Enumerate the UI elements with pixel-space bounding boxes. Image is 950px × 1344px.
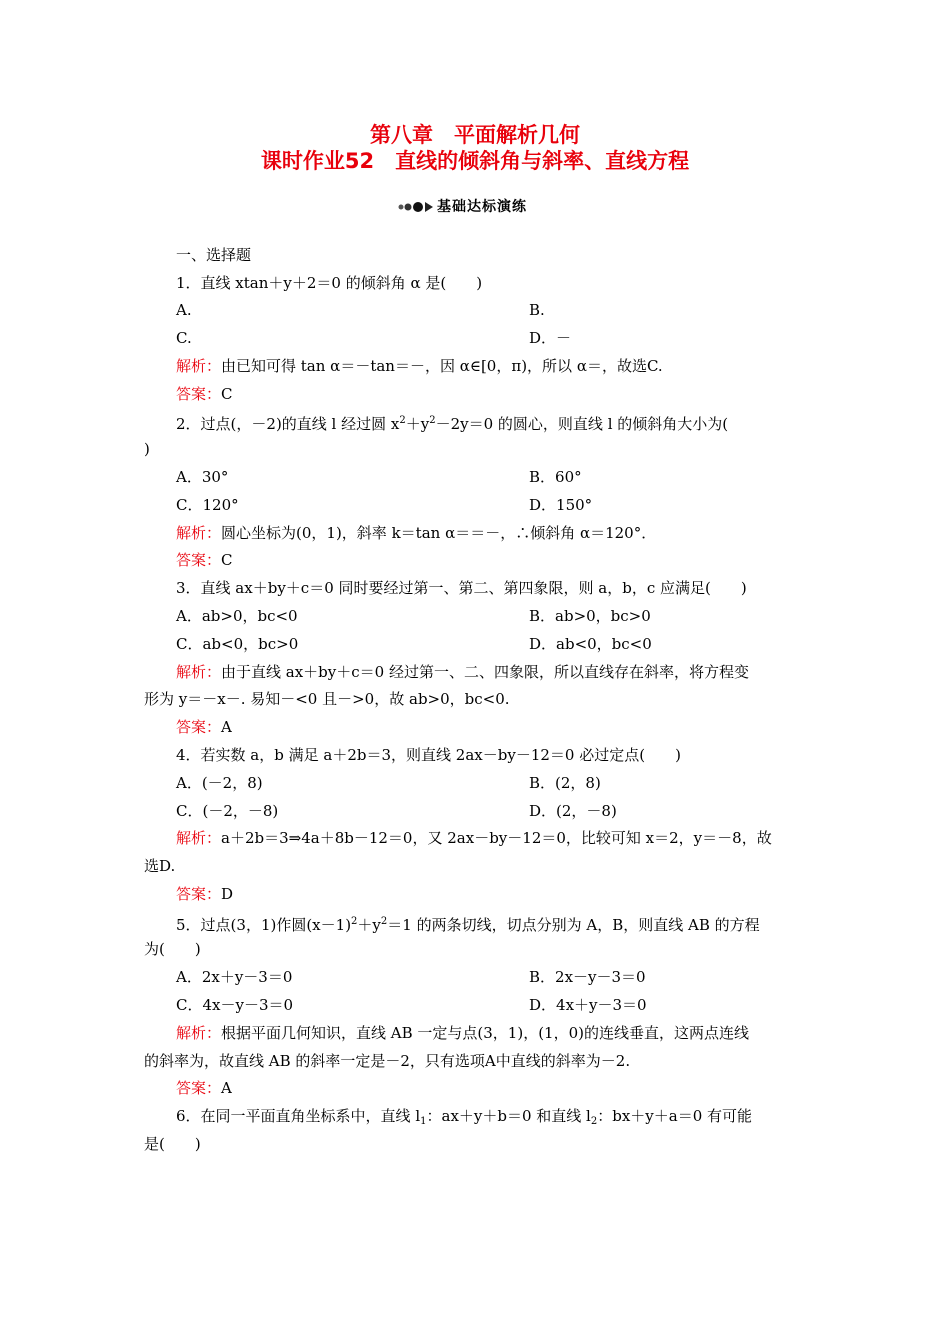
lesson-title: 课时作业52 直线的倾斜角与斜率、直线方程 [260, 149, 690, 173]
answer-label: 答案： [176, 885, 222, 903]
q2-analysis [176, 523, 656, 543]
q3-answer [176, 717, 232, 737]
chapter-title: 第八章 平面解析几何 [370, 123, 580, 147]
q2-exponent: 2 [399, 415, 406, 426]
q4-analysis-continued: 选D. [144, 857, 176, 875]
analysis-text: 圆心坐标为(0，1)，斜率 k＝tan α＝＝－，∴倾斜角 α＝120°． [221, 524, 657, 542]
q1-analysis [176, 356, 663, 376]
q3-option-a: A．ab>0，bc<0 [176, 607, 298, 625]
answer-label: 答案： [176, 385, 222, 403]
q1-option-b: B. [529, 301, 545, 319]
analysis-label: 解析： [176, 524, 222, 542]
analysis-text: 由已知可得 tan α＝－tan＝－，因 α∈[0，π)，所以 α＝，故选C. [221, 357, 663, 375]
q6-stem-part: 6．在同一平面直角坐标系中，直线 l [176, 1107, 421, 1125]
q5-option-a: A．2x＋y－3＝0 [176, 968, 293, 986]
q5-exponent: 2 [380, 916, 388, 927]
q4-option-d: D．(2，－8) [529, 802, 617, 820]
q5-option-d: D．4x＋y－3＝0 [529, 996, 647, 1014]
answer-label: 答案： [176, 718, 222, 736]
q2-stem-part: －2y＝0 的圆心，则直线 l 的倾斜角大小为( [435, 415, 729, 433]
q5-answer [176, 1078, 232, 1098]
q1-option-d: D．－ [529, 329, 572, 347]
q6-stem-part: ：bx＋y＋a＝0 有可能 [597, 1107, 753, 1125]
q5-analysis-continued: 的斜率为，故直线 AB 的斜率一定是－2，只有选项A中直线的斜率为－2. [144, 1052, 631, 1070]
q3-analysis [176, 662, 749, 682]
q2-stem-part: ＋y [405, 415, 430, 433]
q6-stem-continued: 是( ) [144, 1135, 201, 1153]
banner-label: 基础达标演练 [437, 199, 527, 215]
q5-exponent: 2 [351, 916, 358, 927]
q5-option-b: B．2x－y－3＝0 [529, 968, 646, 986]
q2-stem-continued: ) [144, 440, 150, 458]
q5-option-c: C．4x－y－3＝0 [176, 996, 294, 1014]
q4-stem: 4．若实数 a，b 满足 a＋2b＝3，则直线 2ax－by－12＝0 必过定点( ) [176, 746, 681, 764]
answer-value: D [221, 885, 234, 903]
q4-answer [176, 884, 233, 904]
q5-stem-part: ＋y [357, 916, 381, 934]
q3-option-c: C．ab<0，bc>0 [176, 635, 299, 653]
q3-option-b: B．ab>0，bc>0 [529, 607, 651, 625]
q5-stem-continued: 为( ) [144, 940, 201, 958]
q6-stem [176, 1106, 752, 1132]
q1-option-c: C. [176, 329, 192, 347]
analysis-label: 解析： [176, 357, 222, 375]
q2-option-c: C．120° [176, 496, 239, 514]
answer-value: A [221, 1079, 232, 1097]
q1-stem: 1．直线 xtan＋y＋2＝0 的倾斜角 α 是( ) [176, 274, 483, 292]
analysis-text: 由于直线 ax＋by＋c＝0 经过第一、二、四象限，所以直线存在斜率，将方程变 [221, 663, 749, 681]
q2-stem [176, 411, 728, 434]
q6-subscript: 1 [420, 1116, 427, 1127]
q5-stem-part: 5．过点(3，1)作圆(x－1) [176, 916, 352, 934]
q4-option-a: A．(－2，8) [176, 774, 263, 792]
section-heading: 一、选择题 [176, 246, 252, 264]
analysis-label: 解析： [176, 1024, 222, 1042]
q4-option-b: B．(2，8) [529, 774, 601, 792]
q2-stem-part: 2．过点(，－2)的直线 l 经过圆 x [176, 415, 400, 433]
answer-value: C [221, 551, 233, 569]
analysis-text: a＋2b＝3⇒4a＋8b－12＝0，又 2ax－by－12＝0，比较可知 x＝2，y＝－8，故 [221, 829, 772, 847]
answer-value: A [221, 718, 232, 736]
analysis-label: 解析： [176, 663, 222, 681]
q5-stem [176, 912, 760, 935]
analysis-label: 解析： [176, 829, 222, 847]
q5-analysis [176, 1023, 749, 1043]
q3-option-d: D．ab<0，bc<0 [529, 635, 652, 653]
q3-stem: 3．直线 ax＋by＋c＝0 同时要经过第一、第二、第四象限，则 a，b，c 应满足( ) [176, 579, 747, 597]
q5-stem-part: ＝1 的两条切线，切点分别为 A，B，则直线 AB 的方程 [387, 916, 760, 934]
analysis-text: 根据平面几何知识，直线 AB 一定与点(3，1)，(1，0)的连线垂直，这两点连线 [221, 1024, 749, 1042]
q1-option-a: A. [176, 301, 192, 319]
answer-value: C [221, 385, 233, 403]
section-banner [397, 197, 557, 217]
q4-option-c: C．(－2，－8) [176, 802, 279, 820]
q2-option-a: A．30° [176, 468, 229, 486]
q4-analysis [176, 828, 772, 848]
q2-exponent: 2 [429, 415, 436, 426]
q6-stem-part: ：ax＋y＋b＝0 和直线 l [426, 1107, 591, 1125]
q2-answer [176, 550, 233, 570]
q2-option-d: D．150° [529, 496, 593, 514]
q2-option-b: B．60° [529, 468, 582, 486]
answer-label: 答案： [176, 1079, 222, 1097]
q6-subscript: 2 [590, 1116, 598, 1127]
q3-analysis-continued: 形为 y＝－x－. 易知－<0 且－>0，故 ab>0，bc<0. [144, 690, 510, 708]
banner-dots-icon [397, 201, 437, 213]
q1-answer [176, 384, 233, 404]
answer-label: 答案： [176, 551, 222, 569]
